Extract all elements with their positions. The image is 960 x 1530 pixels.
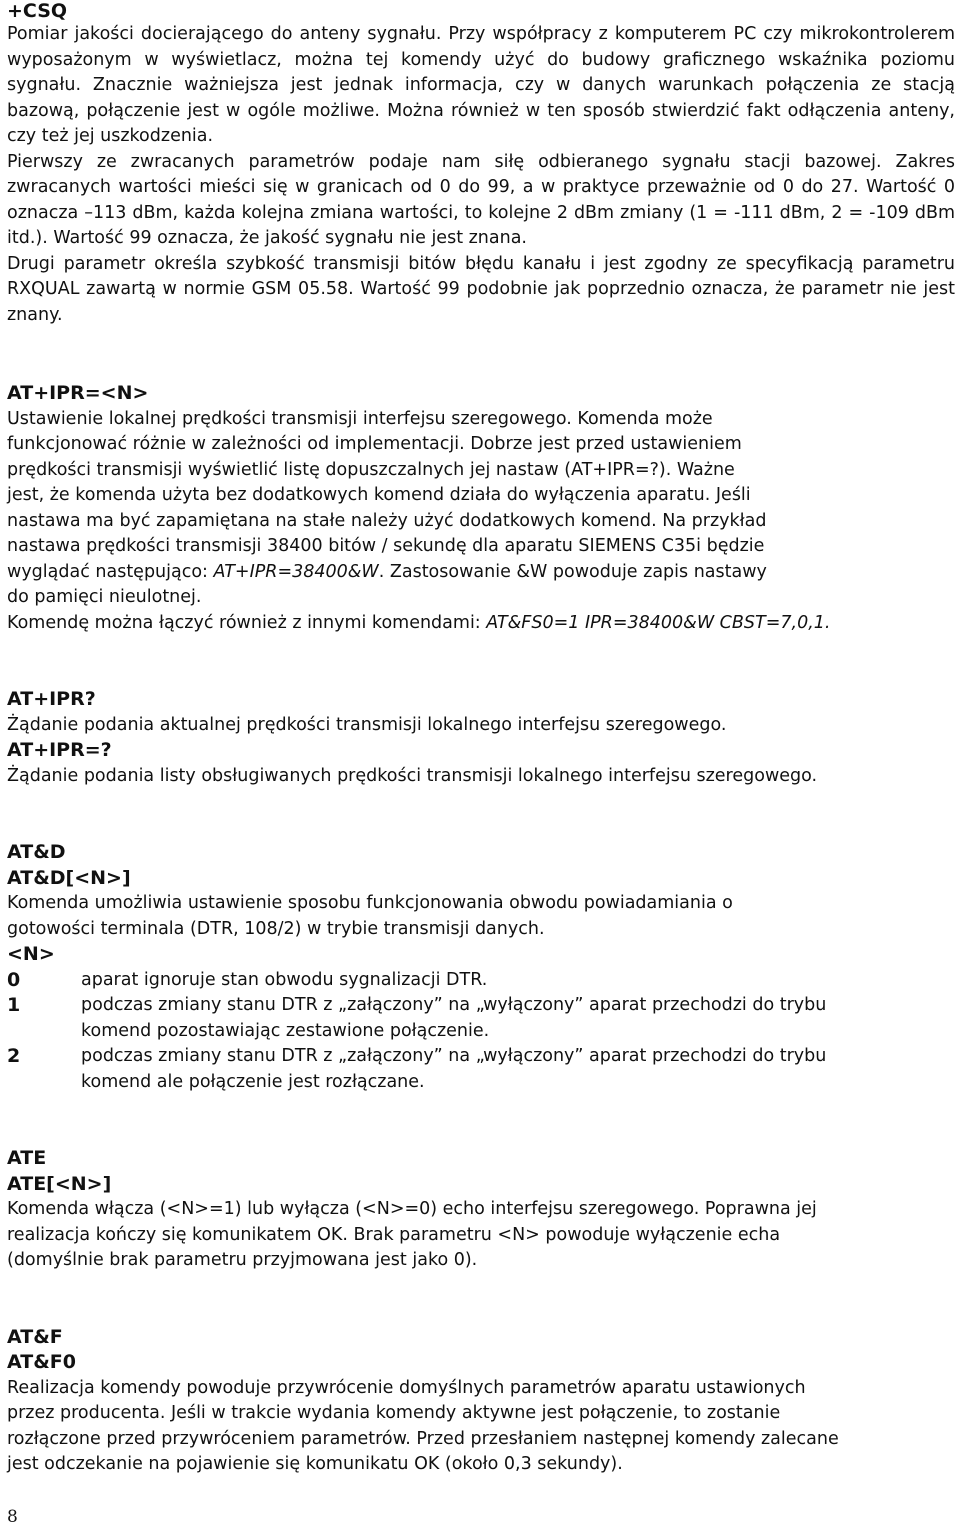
atd-value-text: podczas zmiany stanu DTR z „załączony” na „wyłączony” aparat przechodzi do trybu komend ale połączenie jest rozłączane. [81, 1046, 827, 1092]
section-ipr [7, 381, 955, 636]
spacer [7, 636, 955, 687]
section-atf [7, 1325, 955, 1478]
command-syntax-atd: AT&D[<N>] [7, 866, 131, 889]
document-page [7, 0, 955, 1478]
atd-description: Komenda umożliwia ustawienie sposobu funkcjonowania obwodu powiadamiania o gotowości terminala (DTR, 108/2) w trybie transmisji danych. [7, 893, 733, 939]
csq-signal-strength: Pierwszy ze zwracanych parametrów podaje nam siłę odbieranego sygnału stacji bazowej. Zakres zwracanych wartości mieści się w granicach od 0 do 99, a w praktyce przeważnie od 0 do 27. Wartość 0 oznacza –113 dBm, każda kolejna zmiana wartości, to kolejne 2 dBm zmiany (1 = -111 dBm, 2 = -109 dBm itd.). Wartość 99 oznacza, że jakość sygnału nie jest znana. [7, 151, 955, 248]
atd-value-text: podczas zmiany stanu DTR z „załączony” na „wyłączony” aparat przechodzi do trybu komend pozostawiając zestawione połączenie. [81, 995, 827, 1041]
atd-value-key: 1 [7, 994, 21, 1016]
command-heading-csq: +CSQ [7, 0, 68, 22]
ipr-query-description: Żądanie podania aktualnej prędkości transmisji lokalnego interfejsu szeregowego. [7, 714, 727, 735]
ipr-combine-example: AT&FS0=1 IPR=38400&W CBST=7,0,1. [486, 612, 831, 633]
atd-value-key: 2 [7, 1045, 21, 1067]
ipr-combine-note [7, 611, 955, 637]
atd-value-key: 0 [7, 968, 21, 991]
section-ipr-query [7, 687, 955, 789]
ipr-combine-text: Komendę można łączyć również z innymi komendami: [7, 612, 487, 633]
ate-description: Komenda włącza (<N>=1) lub wyłącza (<N>=0) echo interfejsu szeregowego. Poprawna jej realizacja kończy się komunikatem OK. Brak parametru <N> powoduje wyłączenie echa (domyślnie brak parametru przyjmowana jest jako 0). [7, 1199, 817, 1270]
atd-value-row [7, 1044, 955, 1095]
atd-values-list [7, 968, 955, 1096]
ipr-description [7, 407, 767, 611]
spacer [7, 1274, 955, 1325]
command-syntax-ate: ATE[<N>] [7, 1172, 112, 1195]
ipr-description-tail: . Zastosowanie &W powoduje zapis nastawy do pamięci nieulotnej. [7, 561, 767, 607]
csq-description: Pomiar jakości docierającego do anteny sygnału. Przy współpracy z komputerem PC czy mikrokontrolerem wyposażonym w wyświetlacz, można tej komendy użyć do budowy graficznego wskaźnika poziomu sygnału. Znacznie ważniejsza jest jednak informacja, czy w danych warunkach połączenia ze stacją bazową, połączenie jest w ogóle możliwe. Można również w ten sposób stwierdzić fakt odłączenia anteny, czy też jej uszkodzenia. [7, 24, 955, 146]
command-heading-atf: AT&F [7, 1325, 63, 1348]
command-heading-ipr-test: AT+IPR=? [7, 739, 112, 761]
command-heading-ate: ATE [7, 1147, 47, 1169]
command-heading-atd: AT&D [7, 841, 66, 863]
atf-description: Realizacja komendy powoduje przywrócenie domyślnych parametrów aparatu ustawionych przez producenta. Jeśli w trakcie wydania komendy aktywne jest połączenie, to zostanie rozłączone przed przywróceniem parametrów. Przed przesłaniem następnej komendy zalecane jest odczekanie na pojawienie się komunikatu OK (około 0,3 sekundy). [7, 1377, 839, 1474]
ipr-example-command: AT+IPR=38400&W [213, 561, 379, 582]
atd-value-row [7, 993, 955, 1044]
section-atd [7, 840, 955, 1095]
spacer [7, 1095, 955, 1146]
atd-parameter-label: <N> [7, 943, 55, 965]
command-heading-ipr: AT+IPR=<N> [7, 382, 149, 404]
ipr-test-description: Żądanie podania listy obsługiwanych prędkości transmisji lokalnego interfejsu szeregowego. [7, 765, 818, 786]
atd-value-row [7, 968, 955, 994]
spacer [7, 789, 955, 840]
atd-value-text: aparat ignoruje stan obwodu sygnalizacji DTR. [81, 969, 488, 990]
ipr-description-text: Ustawienie lokalnej prędkości transmisji interfejsu szeregowego. Komenda może funkcjonować różnie w zależności od implementacji. Dobrze jest przed ustawieniem prędkości transmisji wyświetlić listę dopuszczalnych jej nastaw (AT+IPR=?). Ważne jest, że komenda użyta bez dodatkowych komend działa do wyłączenia aparatu. Jeśli nastawa ma być zapamiętana na stałe należy użyć dodatkowych komend. Na przykład nastawa prędkości transmisji 38400 bitów / sekundę dla aparatu SIEMENS C35i będzie wyglądać następująco: [7, 408, 767, 582]
page-number: 8 [7, 1507, 18, 1527]
csq-bit-error-rate: Drugi parametr określa szybkość transmisji bitów błędu kanału i jest zgodny ze specyfikacją parametru RXQUAL zawartą w normie GSM 05.58. Wartość 99 podobnie jak poprzednio oznacza, że parametr nie jest znany. [7, 253, 955, 325]
command-syntax-atf: AT&F0 [7, 1351, 76, 1373]
section-ate [7, 1146, 955, 1274]
command-heading-ipr-query: AT+IPR? [7, 688, 96, 710]
spacer [7, 328, 955, 381]
section-csq [7, 0, 955, 328]
